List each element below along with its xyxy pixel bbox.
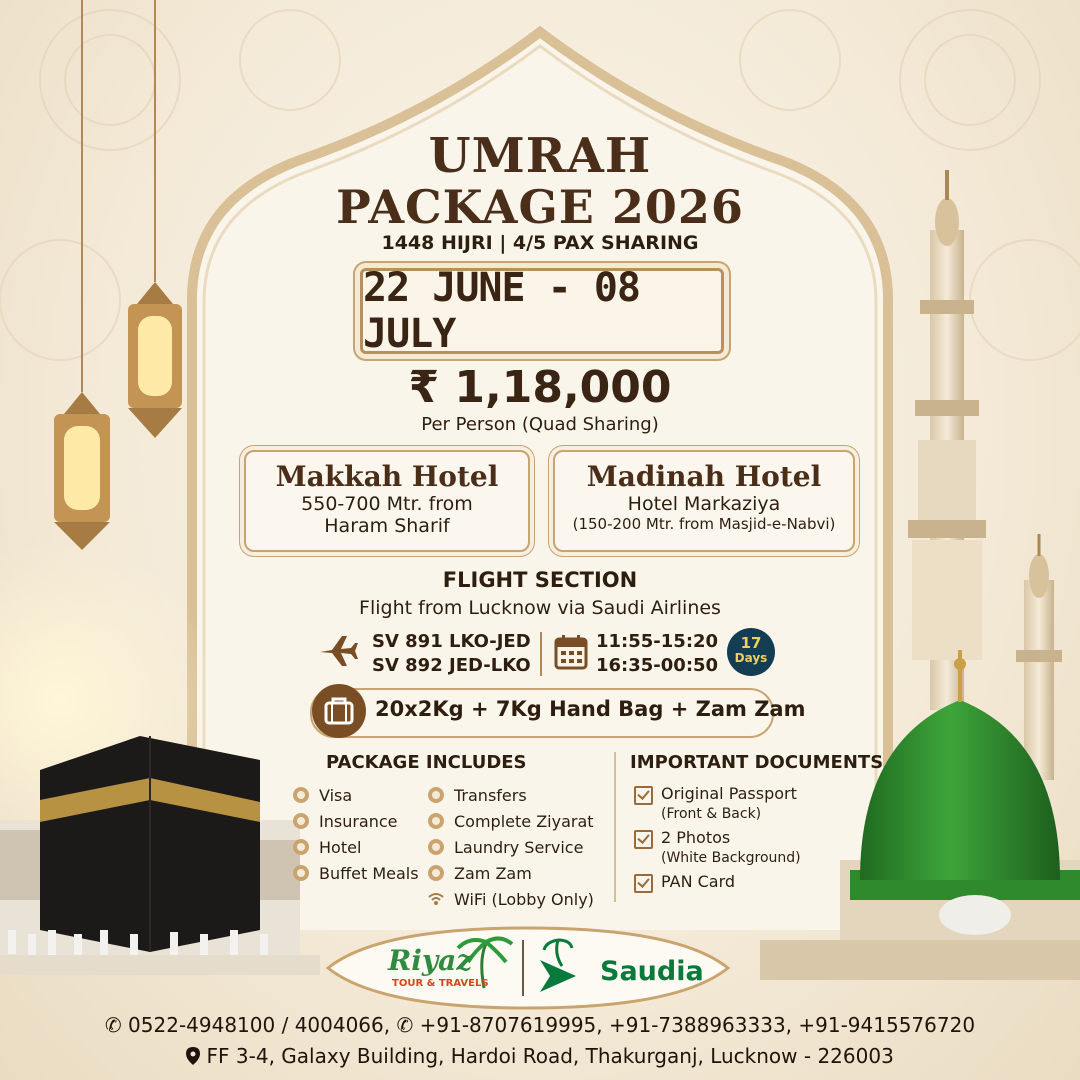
include-item: Transfers [427,782,594,808]
include-item: Complete Ziyarat [427,808,594,834]
title-line2: PACKAGE 2026 [336,180,744,234]
days-number: 17 [740,634,762,652]
days-label: Days [734,651,768,665]
contact-address [0,1044,1080,1068]
flower-icon [292,838,310,856]
wifi-icon [427,890,445,908]
flight-heading: FLIGHT SECTION [442,568,638,592]
flight-time-return: 16:35-00:50 [596,655,719,676]
document-item: PAN Card [634,872,735,893]
riyaz-logo-subtext: TOUR & TRAVELS [392,978,489,989]
contact-phones [0,1013,1080,1037]
flight-subheading: Flight from Lucknow via Saudi Airlines [359,597,721,619]
include-item: Hotel [292,834,419,860]
madinah-hotel-line2: (150-200 Mtr. from Masjid-e-Nabvi) [572,515,836,533]
price: ₹ 1,18,000 [408,362,672,413]
documents-heading: IMPORTANT DOCUMENTS [630,752,884,773]
phone-icon: ✆ [104,1013,122,1037]
includes-col2 [427,782,594,912]
document-item: 2 Photos (White Background) [634,828,801,868]
flight-divider [540,632,542,676]
title-line1: UMRAH [428,128,652,184]
include-item: Insurance [292,808,419,834]
phone-icon: ✆ [396,1013,414,1037]
airplane-icon [318,632,358,668]
include-item-wifi: WiFi (Lobby Only) [427,886,594,912]
include-item: Laundry Service [427,834,594,860]
flower-icon [292,812,310,830]
include-item: Buffet Meals [292,860,419,886]
flight-times [596,630,718,678]
phones-mobile: +91-8707619995, +91-7388963333, +91-9415576720 [419,1013,976,1037]
flower-icon [292,786,310,804]
flight-outbound: SV 891 LKO-JED [372,631,531,652]
address-text: FF 3-4, Galaxy Building, Hardoi Road, Thakurganj, Lucknow - 226003 [206,1044,894,1068]
date-box [360,265,724,357]
baggage-text: 20x2Kg + 7Kg Hand Bag + Zam Zam [375,697,806,721]
flower-icon [427,812,445,830]
flower-icon [427,786,445,804]
madinah-hotel-title: Madinah Hotel [586,460,822,493]
includes-heading: PACKAGE INCLUDES [326,752,527,773]
location-pin-icon [186,1047,200,1065]
checkbox-icon [634,830,653,849]
date-range: 22 JUNE - 08 JULY [363,265,640,357]
includes-col1 [292,782,419,886]
madinah-hotel-line1: Hotel Markaziya [627,493,781,515]
checkbox-icon [634,786,653,805]
flight-return: SV 892 JED-LKO [372,655,531,676]
include-item: Zam Zam [427,860,594,886]
checkbox-icon [634,874,653,893]
document-item: Original Passport (Front & Back) [634,784,797,824]
makkah-hotel-card [244,450,530,552]
makkah-hotel-line1: 550-700 Mtr. from [301,493,473,515]
flight-time-outbound: 11:55-15:20 [596,631,719,652]
flower-icon [427,864,445,882]
saudia-logo-text: Saudia [600,956,704,987]
days-badge [727,628,775,676]
price-note: Per Person (Quad Sharing) [421,414,659,435]
flower-icon [292,864,310,882]
makkah-hotel-line2: Haram Sharif [324,515,450,537]
phones-landline: 0522-4948100 / 4004066, [128,1013,391,1037]
subtitle: 1448 HIJRI | 4/5 PAX SHARING [381,232,699,254]
baggage-icon [312,684,366,738]
section-divider [614,752,616,902]
flower-icon [427,838,445,856]
madinah-hotel-card [553,450,855,552]
riyaz-logo-text: Riyaz [388,944,473,977]
makkah-hotel-title: Makkah Hotel [275,460,499,493]
include-item: Visa [292,782,419,808]
flight-numbers [372,630,531,678]
calendar-icon [554,634,588,670]
